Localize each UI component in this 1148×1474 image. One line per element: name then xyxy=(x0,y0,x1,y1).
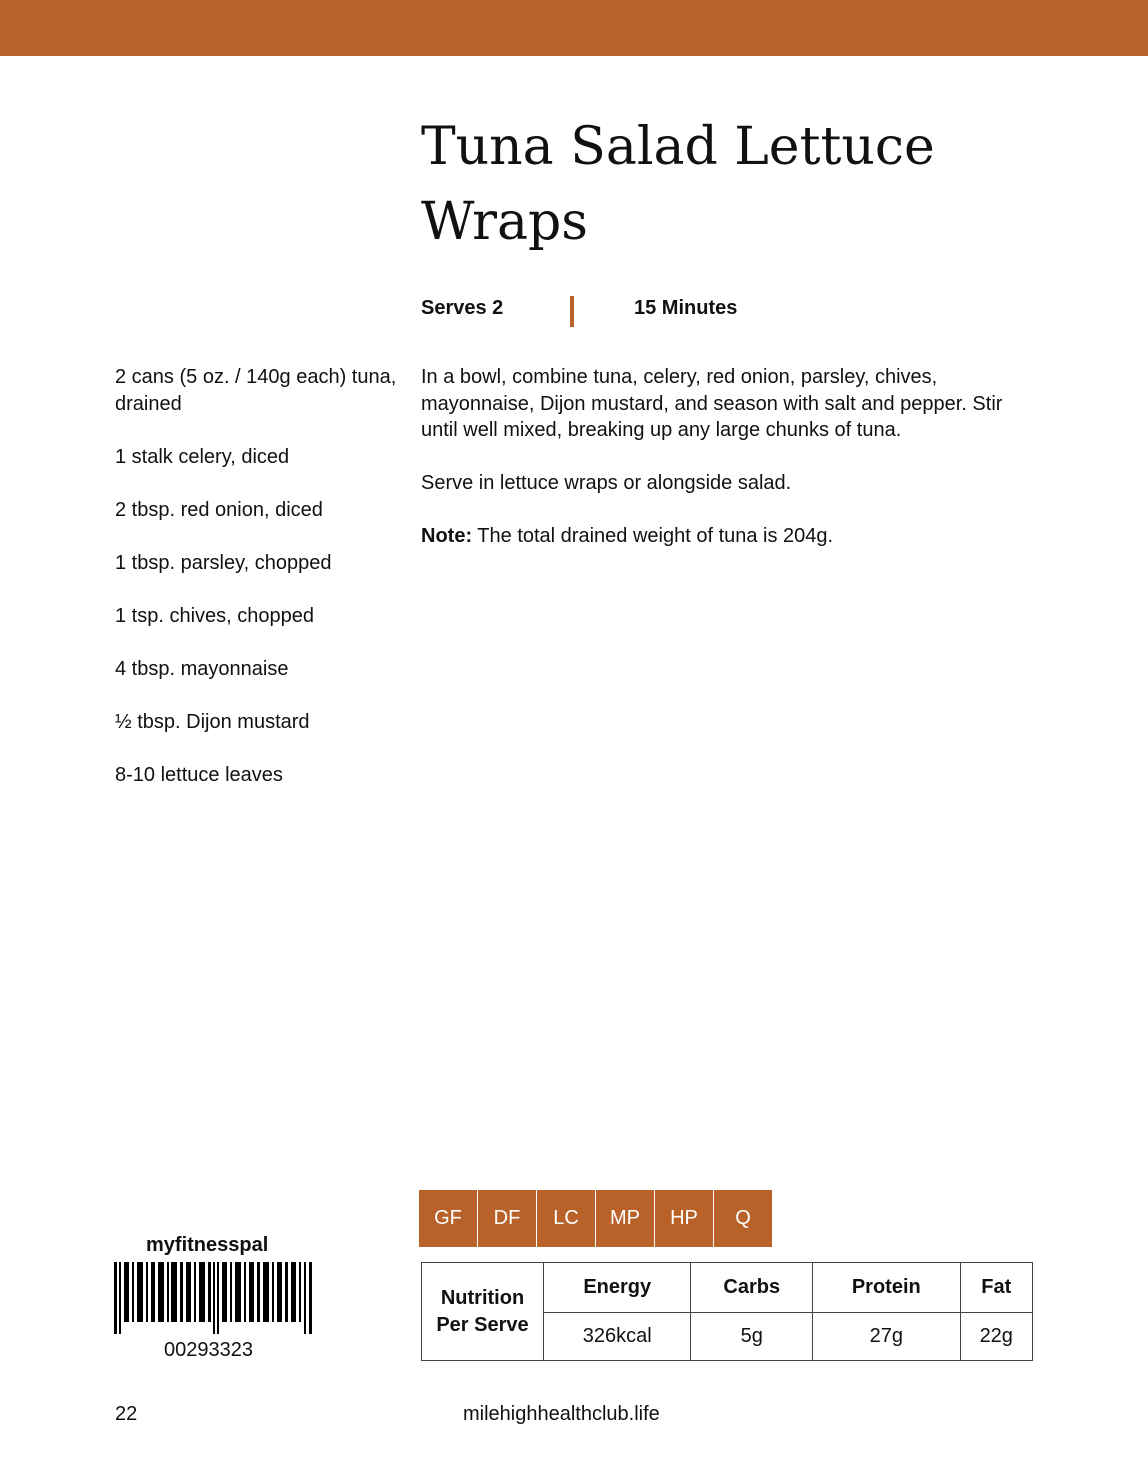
nutrition-header-protein: Protein xyxy=(813,1263,960,1313)
nutrition-header-carbs: Carbs xyxy=(691,1263,813,1313)
recipe-title-line1: Tuna Salad Lettuce xyxy=(421,117,935,177)
ingredient-item: 1 tsp. chives, chopped xyxy=(115,604,315,627)
diet-tags xyxy=(419,1190,772,1247)
nutrition-value-carbs: 5g xyxy=(691,1313,813,1361)
tag-mp: MP xyxy=(596,1190,654,1247)
tag-gf: GF xyxy=(419,1190,477,1247)
nutrition-value-protein: 27g xyxy=(813,1313,960,1361)
ingredient-item: 8-10 lettuce leaves xyxy=(115,763,283,786)
myfitnesspal-label: myfitnesspal xyxy=(146,1234,269,1256)
top-color-band xyxy=(0,0,1148,56)
nutrition-value-energy: 326kcal xyxy=(544,1313,691,1361)
recipe-title xyxy=(421,110,1061,260)
serves-label: Serves 2 xyxy=(421,297,504,319)
ingredient-item: 2 cans (5 oz. / 140g each) tuna, drained xyxy=(115,366,397,415)
ingredient-item: ½ tbsp. Dijon mustard xyxy=(115,710,310,733)
ingredients-list xyxy=(115,364,405,815)
nutrition-label xyxy=(422,1263,544,1361)
nutrition-value-fat: 22g xyxy=(960,1313,1033,1361)
barcode-number: 00293323 xyxy=(164,1339,253,1361)
tag-df: DF xyxy=(478,1190,536,1247)
page-number: 22 xyxy=(115,1403,138,1425)
nutrition-table xyxy=(421,1262,1033,1361)
note-label: Note: xyxy=(421,525,473,547)
ingredient-item: 4 tbsp. mayonnaise xyxy=(115,657,289,680)
method-step-2: Serve in lettuce wraps or alongside salad. xyxy=(421,472,792,494)
nutrition-label-line1: Nutrition xyxy=(440,1286,525,1309)
method-step-1: In a bowl, combine tuna, celery, red onion, parsley, chives, mayonnaise, Dijon mustard, and season with salt and pepper. Stir until well mixed, breaking up any large chunks of tuna. xyxy=(421,366,1003,441)
tag-lc: LC xyxy=(537,1190,595,1247)
nutrition-header-energy: Energy xyxy=(544,1263,691,1313)
tag-q: Q xyxy=(714,1190,772,1247)
barcode-icon xyxy=(114,1262,314,1334)
method-section xyxy=(421,364,1041,576)
ingredient-item: 1 stalk celery, diced xyxy=(115,445,290,468)
method-note xyxy=(421,523,1041,550)
ingredient-item: 2 tbsp. red onion, diced xyxy=(115,498,323,521)
note-text: The total drained weight of tuna is 204g. xyxy=(472,525,834,547)
meta-divider xyxy=(570,296,574,327)
footer-url: milehighhealthclub.life xyxy=(463,1403,660,1425)
nutrition-header-fat: Fat xyxy=(960,1263,1033,1313)
nutrition-label-line2: Per Serve xyxy=(436,1313,529,1336)
tag-hp: HP xyxy=(655,1190,713,1247)
ingredient-item: 1 tbsp. parsley, chopped xyxy=(115,551,332,574)
recipe-title-line2: Wraps xyxy=(421,192,588,252)
time-label: 15 Minutes xyxy=(634,297,738,319)
